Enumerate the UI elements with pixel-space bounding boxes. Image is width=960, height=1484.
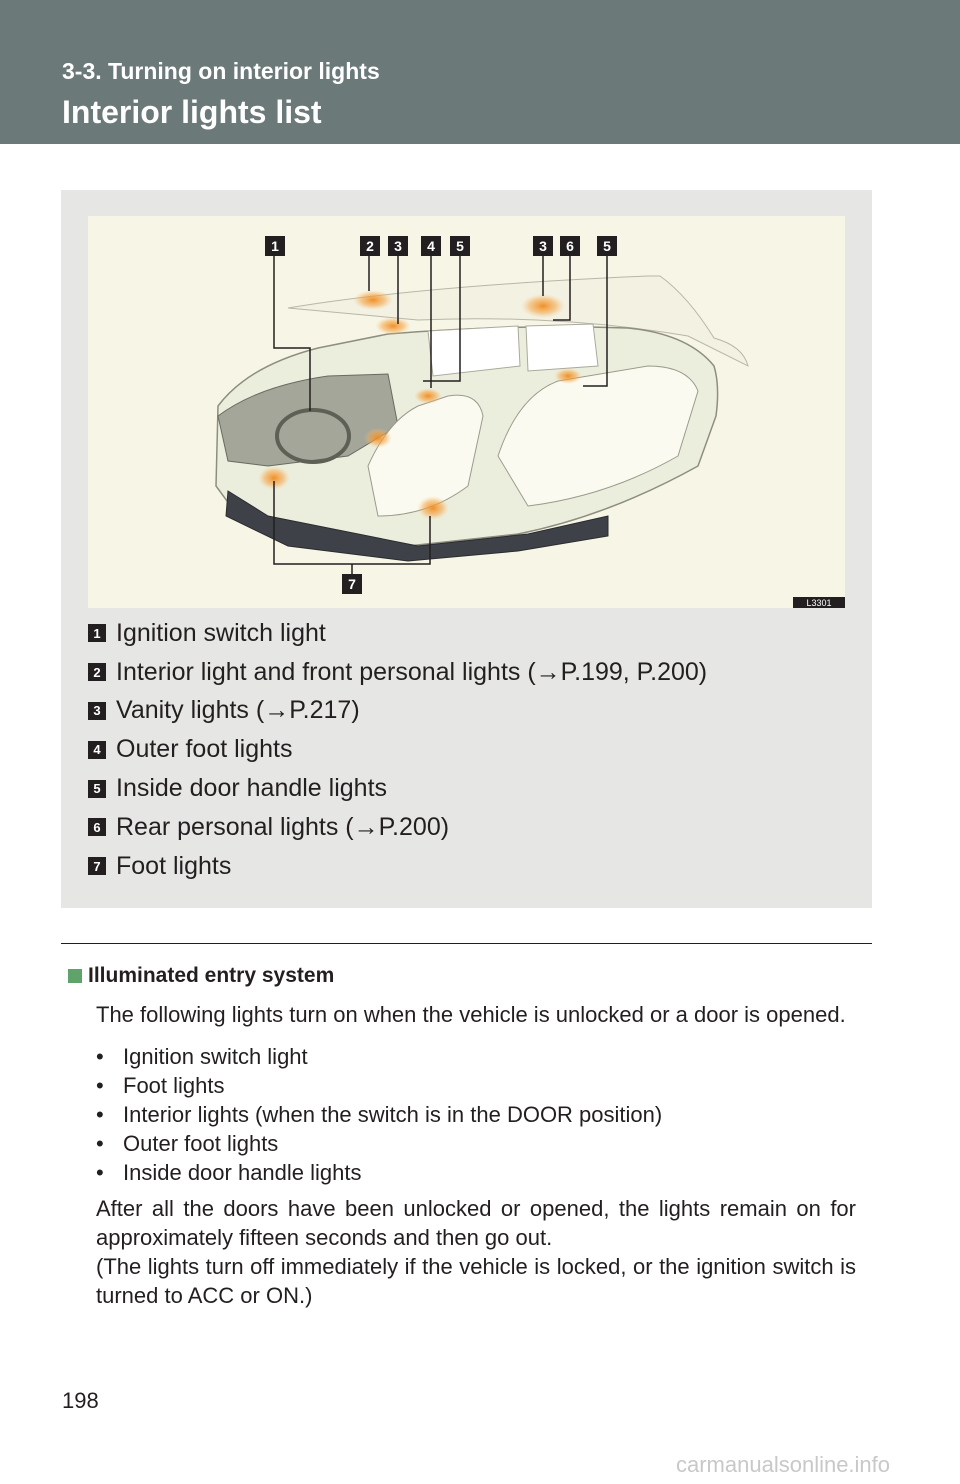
figure-panel <box>61 190 872 908</box>
legend-text: Vanity lights (→P.217) <box>116 696 360 725</box>
callout-1: 1 <box>271 238 279 254</box>
legend-item <box>88 653 707 692</box>
legend-number: 6 <box>88 818 106 836</box>
glow-foot-right <box>417 496 449 520</box>
legend-number: 5 <box>88 780 106 798</box>
legend-item <box>88 730 707 769</box>
closing-text-timing: After all the doors have been unlocked or opened, the lights remain on for approximately fifteen seconds and then go out. <box>96 1196 856 1250</box>
bullet-icon: • <box>96 1130 104 1156</box>
legend-item <box>88 614 707 653</box>
bullet-icon: • <box>96 1072 104 1098</box>
legend-number: 2 <box>88 663 106 681</box>
legend-number: 4 <box>88 741 106 759</box>
callout-5-front: 5 <box>456 238 464 254</box>
bullet-icon: • <box>96 1043 104 1069</box>
list-item <box>96 1042 662 1071</box>
bullet-icon: • <box>96 1159 104 1185</box>
callout-4: 4 <box>427 238 435 254</box>
legend-text: Ignition switch light <box>116 618 326 647</box>
green-square-icon <box>68 969 82 983</box>
legend-item <box>88 769 707 808</box>
list-item-text: Inside door handle lights <box>123 1159 362 1185</box>
entry-system-heading-text: Illuminated entry system <box>88 964 335 987</box>
list-item-text: Interior lights (when the switch is in the DOOR position) <box>123 1101 663 1127</box>
figure-code: L3301 <box>806 598 832 608</box>
list-item-text: Ignition switch light <box>123 1043 308 1069</box>
callout-6: 6 <box>566 238 574 254</box>
list-item-text: Outer foot lights <box>123 1130 279 1156</box>
light-legend <box>88 614 707 886</box>
legend-number: 7 <box>88 857 106 875</box>
glow-door-handle <box>414 388 442 404</box>
rear-window <box>526 324 598 371</box>
legend-item <box>88 692 707 731</box>
callout-2: 2 <box>366 238 374 254</box>
legend-number: 3 <box>88 702 106 720</box>
list-item <box>96 1071 662 1100</box>
page-title: Interior lights list <box>62 94 322 130</box>
section-title: 3-3. Turning on interior lights <box>62 58 380 84</box>
glow-overhead-rear <box>521 294 565 318</box>
legend-text: Interior light and front personal lights (→P.199, P.200) <box>116 657 708 686</box>
callout-5-rear: 5 <box>603 238 611 254</box>
page-number: 198 <box>62 1388 99 1413</box>
callout-3-front: 3 <box>394 238 402 254</box>
legend-item <box>88 808 707 847</box>
callout-7: 7 <box>348 576 356 592</box>
legend-item <box>88 847 707 886</box>
list-item <box>96 1129 662 1158</box>
entry-system-closing <box>96 1194 856 1310</box>
callout-3-rear: 3 <box>539 238 547 254</box>
entry-system-heading <box>68 964 334 988</box>
list-item <box>96 1100 662 1129</box>
glow-vanity <box>375 317 411 335</box>
car-interior-drawing <box>88 216 845 608</box>
list-item-text: Foot lights <box>123 1072 225 1098</box>
glow-rear-door <box>554 368 582 384</box>
legend-number: 1 <box>88 624 106 642</box>
glow-ignition <box>364 428 392 448</box>
interior-lights-illustration <box>88 216 845 608</box>
closing-text-exception: (The lights turn off immediately if the vehicle is locked, or the ignition switch is turned to ACC or ON.) <box>96 1254 856 1308</box>
legend-text: Outer foot lights <box>116 735 293 764</box>
bullet-icon: • <box>96 1101 104 1127</box>
section-divider <box>61 943 872 944</box>
list-item <box>96 1158 662 1187</box>
legend-text: Rear personal lights (→P.200) <box>116 812 450 841</box>
watermark: carmanualsonline.info <box>676 1452 891 1477</box>
glow-overhead-front <box>353 290 393 310</box>
entry-system-intro: The following lights turn on when the vehicle is unlocked or a door is opened. <box>96 1002 846 1027</box>
legend-text: Inside door handle lights <box>116 774 388 803</box>
entry-system-list <box>96 1042 662 1187</box>
legend-text: Foot lights <box>116 851 232 880</box>
